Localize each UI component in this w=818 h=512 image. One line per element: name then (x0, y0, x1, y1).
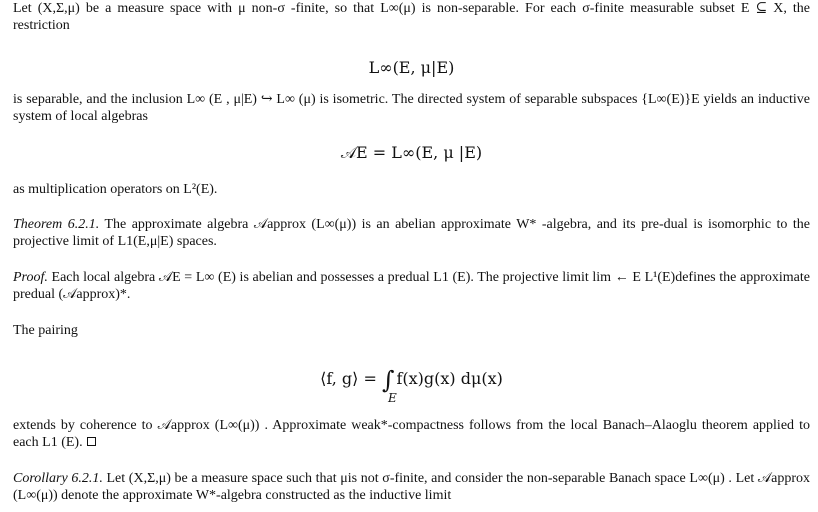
paragraph-text: as multiplication operators on L²(E). (13, 182, 218, 197)
paragraph-inclusion (13, 91, 810, 125)
paragraph-multiplication (13, 181, 810, 198)
theorem-body: The approximate algebra 𝒜approx (L∞(μ)) is an abelian approximate W* -algebra, and its pre-dual is isomorphic to the projective limit of L1(E,μ|E) spaces. (13, 217, 810, 249)
paragraph-text: The pairing (13, 323, 78, 338)
paragraph-text: is separable, and the inclusion L∞ (E , μ|E) ↪ L∞ (μ) is isometric. The directed system of separable subspaces {L∞(E)}E yields an inductive system of local algebras (13, 92, 810, 124)
paragraph-pairing-intro (13, 322, 810, 339)
theorem-statement (13, 216, 810, 250)
integral-domain: E (387, 391, 397, 405)
equation-pairing (13, 366, 810, 405)
corollary-statement (13, 470, 810, 504)
proof-label: Proof. (13, 270, 48, 285)
equation-integrand: f(x)g(x) dμ(x) (396, 369, 503, 388)
proof-paragraph (13, 269, 810, 303)
corollary-label: Corollary 6.2.1. (13, 471, 103, 486)
equation-restriction (13, 59, 810, 76)
corollary-body: Let (X,Σ,μ) be a measure space such that μis not σ-finite, and consider the non-separable Banach space L∞(μ) . Let 𝒜approx (L∞(μ)) denote the approximate W*-algebra constructed as the inductive limit (13, 471, 810, 503)
theorem-label: Theorem 6.2.1. (13, 217, 100, 232)
integral-sign: ∫ E (381, 366, 397, 405)
paragraph-text: Let (X,Σ,μ) be a measure space with μ non-σ -finite, so that L∞(μ) is non-separable. For each σ-finite measurable subset E ⊆ X, the restriction (13, 1, 810, 33)
paragraph-measure-space (13, 0, 810, 34)
equation-left: ⟨f, g⟩ = (320, 369, 382, 388)
equation-text: L∞(E, μ|E) (368, 58, 455, 77)
paragraph-weak-compactness (13, 417, 810, 451)
paragraph-text: extends by coherence to 𝒜approx (L∞(μ)) . Approximate weak*-compactness follows from the local Banach–Alaoglu theorem applied to each L1 (E). (13, 418, 810, 450)
proof-body: Each local algebra 𝒜E = L∞ (E) is abelian and possesses a predual L1 (E). The projective limit lim ← E L¹(E)defines the approximate predual (𝒜approx)*. (13, 270, 810, 302)
equation-text: 𝒜E = L∞(E, μ |E) (340, 143, 483, 162)
qed-square-icon (87, 437, 96, 446)
equation-local-algebra (13, 144, 810, 161)
